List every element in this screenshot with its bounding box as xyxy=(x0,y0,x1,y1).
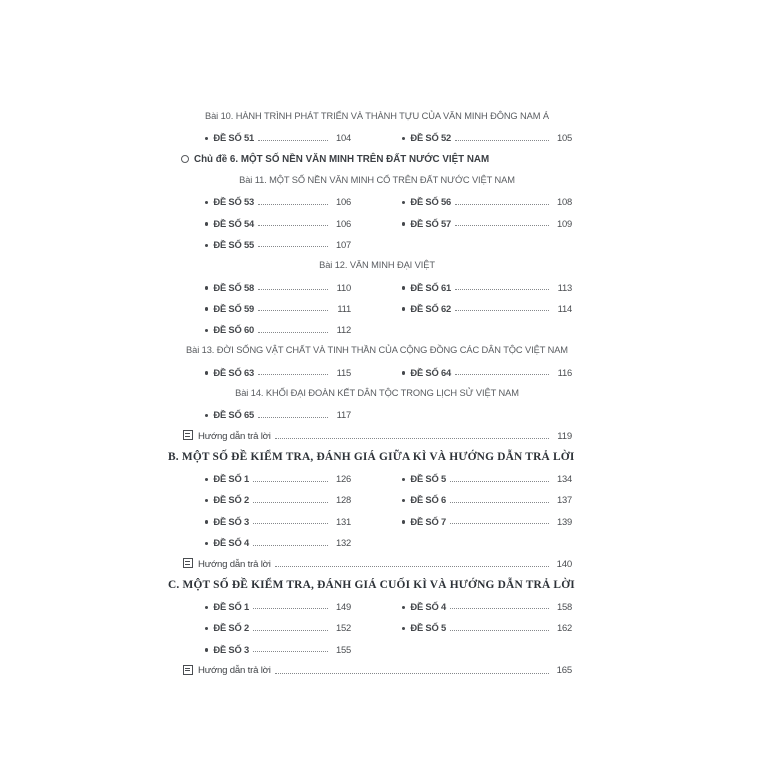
dotted-leader xyxy=(258,246,328,247)
entry-page: 109 xyxy=(556,217,572,229)
exam-entry xyxy=(402,367,572,378)
exam-entry xyxy=(402,516,572,527)
answer-guide xyxy=(183,558,572,570)
guide-page: 165 xyxy=(556,665,572,677)
toc-row xyxy=(168,276,572,297)
dotted-leader xyxy=(455,204,549,205)
dotted-leader xyxy=(253,651,328,652)
entry-label: ĐỀ SỐ 55 xyxy=(213,238,254,250)
entry-label: ĐỀ SỐ 62 xyxy=(410,302,451,314)
lesson-header: Bài 11. MỘT SỐ NỀN VĂN MINH CỔ TRÊN ĐẤT NƯỚC VIỆT NAM xyxy=(239,174,515,185)
exam-entry xyxy=(402,303,572,314)
exam-entry xyxy=(402,622,572,633)
toc-row xyxy=(168,638,572,659)
dotted-leader xyxy=(455,225,549,226)
dotted-leader xyxy=(258,289,328,290)
bullet-icon xyxy=(205,499,208,502)
answer-guide xyxy=(183,430,572,442)
dotted-leader xyxy=(258,417,328,418)
dotted-leader xyxy=(275,673,549,674)
entry-label: ĐỀ SỐ 5 xyxy=(410,473,446,485)
entry-label: ĐỀ SỐ 65 xyxy=(213,409,254,421)
entry-label: ĐỀ SỐ 7 xyxy=(410,515,446,527)
exam-entry xyxy=(205,537,351,548)
bullet-icon xyxy=(402,478,405,481)
exam-entry xyxy=(205,303,351,314)
dotted-leader xyxy=(450,523,549,524)
guide-page: 140 xyxy=(556,558,572,570)
entry-page: 162 xyxy=(556,622,572,634)
dotted-leader xyxy=(455,374,549,375)
entry-label: ĐỀ SỐ 1 xyxy=(213,600,249,612)
entry-label: ĐỀ SỐ 57 xyxy=(410,217,451,229)
entry-page: 115 xyxy=(336,366,351,378)
toc-row xyxy=(168,298,572,319)
entry-label: ĐỀ SỐ 4 xyxy=(410,600,446,612)
toc-row xyxy=(168,319,572,340)
entry-page: 114 xyxy=(557,302,572,314)
toc-row xyxy=(168,191,572,212)
dotted-leader xyxy=(253,630,328,631)
toc-row xyxy=(168,532,572,553)
exam-entry xyxy=(205,239,351,250)
exam-entry xyxy=(402,473,572,484)
bullet-icon xyxy=(205,371,208,374)
entry-page: 155 xyxy=(335,643,351,655)
entry-label: ĐỀ SỐ 4 xyxy=(213,537,249,549)
entry-label: ĐỀ SỐ 54 xyxy=(213,217,254,229)
bullet-icon xyxy=(205,307,208,310)
exam-entry xyxy=(205,324,351,335)
dotted-leader xyxy=(258,310,328,311)
answer-guide-icon xyxy=(183,558,193,568)
entry-page: 134 xyxy=(556,473,572,485)
entry-label: ĐỀ SỐ 2 xyxy=(213,622,249,634)
entry-page: 149 xyxy=(335,600,351,612)
entry-page: 152 xyxy=(335,622,351,634)
bullet-icon xyxy=(402,371,405,374)
dotted-leader xyxy=(253,502,328,503)
entry-page: 111 xyxy=(337,302,351,314)
exam-entry xyxy=(402,196,572,207)
entry-page: 137 xyxy=(556,494,572,506)
circle-marker-icon xyxy=(181,155,189,163)
exam-entry xyxy=(205,409,351,420)
toc-row xyxy=(168,617,572,638)
entry-page: 158 xyxy=(556,600,572,612)
dotted-leader xyxy=(450,502,549,503)
dotted-leader xyxy=(450,608,549,609)
dotted-leader xyxy=(455,310,549,311)
answer-guide-icon xyxy=(183,430,193,440)
answer-guide-row xyxy=(168,660,572,681)
exam-entry xyxy=(205,282,351,293)
lesson-header: Bài 10. HÀNH TRÌNH PHÁT TRIỂN VÀ THÀNH TỰU CỦA VĂN MINH ĐÔNG NAM Á xyxy=(204,111,549,121)
exam-entry xyxy=(402,282,572,293)
bullet-icon xyxy=(402,520,405,523)
bullet-icon xyxy=(402,606,405,609)
bullet-icon xyxy=(402,222,405,225)
bullet-icon xyxy=(402,627,405,630)
toc-row xyxy=(168,212,572,233)
bullet-icon xyxy=(205,222,208,225)
answer-guide-row xyxy=(168,425,572,446)
answer-guide-icon xyxy=(183,665,193,675)
toc-row xyxy=(168,234,572,255)
bullet-icon xyxy=(402,286,405,289)
bullet-icon xyxy=(205,201,208,204)
exam-entry xyxy=(402,132,572,143)
bullet-icon xyxy=(402,137,405,140)
dotted-leader xyxy=(275,566,549,567)
dotted-leader xyxy=(253,481,328,482)
bullet-icon xyxy=(205,478,208,481)
entry-label: ĐỀ SỐ 2 xyxy=(213,494,249,506)
exam-entry xyxy=(402,218,572,229)
entry-label: ĐỀ SỐ 3 xyxy=(213,515,249,527)
entry-label: ĐỀ SỐ 51 xyxy=(213,132,254,144)
toc-row xyxy=(168,596,572,617)
guide-page: 119 xyxy=(557,430,572,442)
entry-label: ĐỀ SỐ 52 xyxy=(410,132,451,144)
dotted-leader xyxy=(455,289,549,290)
entry-page: 110 xyxy=(336,281,351,293)
entry-page: 131 xyxy=(335,515,351,527)
toc-row xyxy=(168,468,572,489)
dotted-leader xyxy=(258,204,328,205)
toc-row xyxy=(168,127,572,148)
entry-page: 104 xyxy=(335,132,351,144)
entry-page: 107 xyxy=(335,238,351,250)
dotted-leader xyxy=(253,608,328,609)
entry-label: ĐỀ SỐ 61 xyxy=(410,281,451,293)
chapter-header-label: Chủ đề 6. MỘT SỐ NỀN VĂN MINH TRÊN ĐẤT NƯỚC VIỆT NAM xyxy=(194,153,490,165)
bullet-icon xyxy=(205,329,208,332)
bullet-icon xyxy=(402,201,405,204)
entry-page: 132 xyxy=(335,537,351,549)
dotted-leader xyxy=(450,630,549,631)
exam-entry xyxy=(205,196,351,207)
exam-entry xyxy=(205,218,351,229)
exam-entry xyxy=(205,516,351,527)
bullet-icon xyxy=(402,307,405,310)
entry-label: ĐỀ SỐ 6 xyxy=(410,494,446,506)
entry-label: ĐỀ SỐ 59 xyxy=(213,302,254,314)
exam-entry xyxy=(205,473,351,484)
entry-label: ĐỀ SỐ 60 xyxy=(213,324,254,336)
entry-page: 117 xyxy=(336,409,351,421)
dotted-leader xyxy=(253,523,328,524)
entry-label: ĐỀ SỐ 63 xyxy=(213,366,254,378)
guide-label: Hướng dẫn trả lời xyxy=(198,558,271,570)
dotted-leader xyxy=(258,332,328,333)
toc-row xyxy=(168,511,572,532)
guide-label: Hướng dẫn trả lời xyxy=(198,430,271,442)
entry-page: 106 xyxy=(335,217,351,229)
answer-guide-row xyxy=(168,553,572,574)
dotted-leader xyxy=(275,438,549,439)
entry-label: ĐỀ SỐ 53 xyxy=(213,196,254,208)
exam-entry xyxy=(205,644,351,655)
exam-entry xyxy=(205,622,351,633)
entry-label: ĐỀ SỐ 64 xyxy=(410,366,451,378)
guide-label: Hướng dẫn trả lời xyxy=(198,665,271,677)
exam-entry xyxy=(205,132,351,143)
bullet-icon xyxy=(205,137,208,140)
exam-entry xyxy=(402,601,572,612)
entry-page: 108 xyxy=(556,196,572,208)
exam-entry xyxy=(205,494,351,505)
dotted-leader xyxy=(258,374,328,375)
dotted-leader xyxy=(450,481,549,482)
bullet-icon xyxy=(205,648,208,651)
section-b-header: B. MỘT SỐ ĐỀ KIỂM TRA, ĐÁNH GIÁ GIỮA KÌ VÀ HƯỚNG DẪN TRẢ LỜI xyxy=(168,451,575,464)
exam-entry xyxy=(205,367,351,378)
answer-guide xyxy=(183,665,572,677)
bullet-icon xyxy=(205,606,208,609)
entry-page: 106 xyxy=(335,196,351,208)
toc-content xyxy=(168,106,575,681)
entry-page: 128 xyxy=(335,494,351,506)
dotted-leader xyxy=(258,140,328,141)
lesson-header: Bài 13. ĐỜI SỐNG VẬT CHẤT VÀ TINH THẦN CỦA CỘNG ĐỒNG CÁC DÂN TỘC VIỆT NAM xyxy=(186,345,568,356)
entry-label: ĐỀ SỐ 56 xyxy=(410,196,451,208)
bullet-icon xyxy=(205,520,208,523)
bullet-icon xyxy=(205,627,208,630)
chapter-header xyxy=(168,149,572,170)
toc-row xyxy=(168,489,572,510)
entry-page: 126 xyxy=(335,473,351,485)
entry-page: 113 xyxy=(557,281,572,293)
entry-label: ĐỀ SỐ 58 xyxy=(213,281,254,293)
entry-page: 139 xyxy=(556,515,572,527)
entry-page: 116 xyxy=(557,366,572,378)
entry-page: 112 xyxy=(336,324,351,336)
exam-entry xyxy=(205,601,351,612)
bullet-icon xyxy=(205,414,208,417)
section-c-header: C. MỘT SỐ ĐỀ KIỂM TRA, ĐÁNH GIÁ CUỐI KÌ VÀ HƯỚNG DẪN TRẢ LỜI xyxy=(168,579,575,592)
lesson-header: Bài 12. VĂN MINH ĐẠI VIỆT xyxy=(319,260,435,271)
bullet-icon xyxy=(205,286,208,289)
bullet-icon xyxy=(205,542,208,545)
entry-label: ĐỀ SỐ 5 xyxy=(410,622,446,634)
lesson-header: Bài 14. KHỐI ĐẠI ĐOÀN KẾT DÂN TỘC TRONG LỊCH SỬ VIỆT NAM xyxy=(235,387,519,398)
entry-label: ĐỀ SỐ 3 xyxy=(213,643,249,655)
dotted-leader xyxy=(258,225,328,226)
dotted-leader xyxy=(455,140,549,141)
bullet-icon xyxy=(205,244,208,247)
entry-page: 105 xyxy=(556,132,572,144)
toc-row xyxy=(168,362,572,383)
bullet-icon xyxy=(402,499,405,502)
toc-row xyxy=(168,404,572,425)
exam-entry xyxy=(402,494,572,505)
dotted-leader xyxy=(253,545,328,546)
entry-label: ĐỀ SỐ 1 xyxy=(213,473,249,485)
